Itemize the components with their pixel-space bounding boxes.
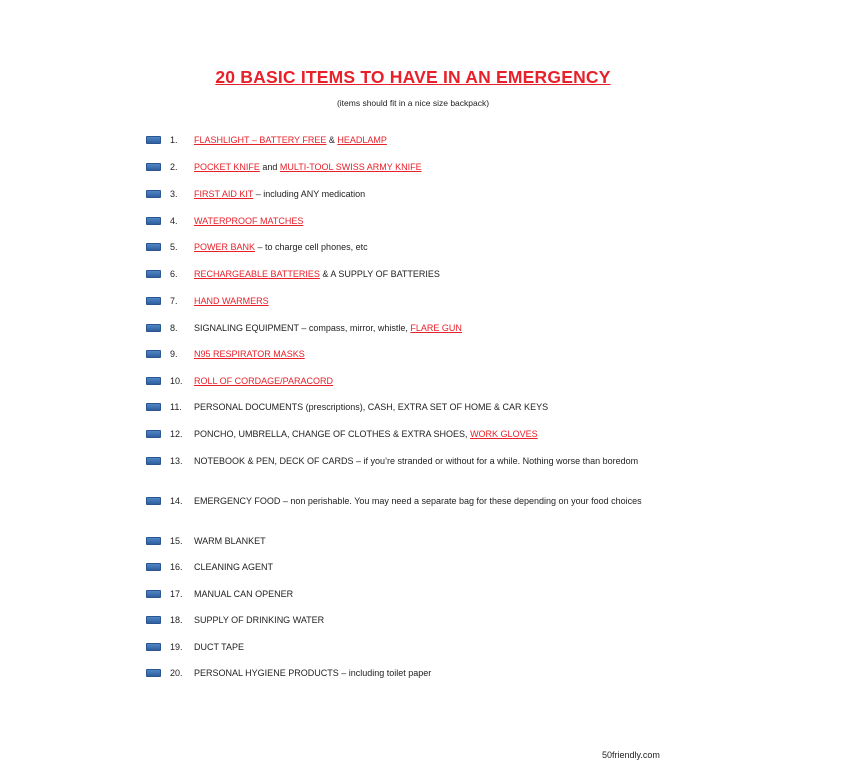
item-text (194, 322, 706, 334)
item-description: – to charge cell phones, etc (255, 242, 368, 252)
bullet-icon (146, 297, 161, 305)
item-number: 4. (170, 216, 178, 226)
list-item (146, 161, 706, 173)
product-link[interactable]: RECHARGEABLE BATTERIES (194, 269, 320, 279)
item-description: NOTEBOOK & PEN, DECK OF CARDS – if you’re stranded or without for a while. Nothing worse than boredom (194, 456, 639, 466)
list-item (146, 641, 706, 653)
item-description: CLEANING AGENT (194, 562, 274, 572)
list-item (146, 428, 706, 440)
bullet-icon (146, 563, 161, 571)
bullet-icon (146, 190, 161, 198)
item-number: 9. (170, 349, 178, 359)
item-description: DUCT TAPE (194, 642, 245, 652)
item-text (194, 161, 706, 173)
item-text (194, 495, 706, 507)
product-link[interactable]: POCKET KNIFE (194, 162, 260, 172)
item-text (194, 134, 706, 146)
bullet-icon (146, 669, 161, 677)
bullet-icon (146, 217, 161, 225)
bullet-icon (146, 590, 161, 598)
list-item (146, 535, 706, 547)
item-text (194, 375, 706, 387)
bullet-icon (146, 430, 161, 438)
item-number: 2. (170, 162, 178, 172)
item-description: & (326, 135, 338, 145)
list-item (146, 322, 706, 334)
footer-site-name: 50friendly.com (602, 750, 660, 760)
list-item (146, 295, 706, 307)
item-number: 6. (170, 269, 178, 279)
item-number: 18. (170, 615, 183, 625)
item-description: WARM BLANKET (194, 536, 266, 546)
bullet-icon (146, 270, 161, 278)
item-number: 1. (170, 135, 178, 145)
product-link[interactable]: MULTI-TOOL SWISS ARMY KNIFE (279, 162, 422, 172)
item-number: 20. (170, 668, 183, 678)
list-item (146, 188, 706, 200)
bullet-icon (146, 403, 161, 411)
item-text (194, 215, 706, 227)
item-text (194, 561, 706, 573)
item-description: EMERGENCY FOOD – non perishable. You may need a separate bag for these depending on your food choices (194, 496, 642, 506)
product-link[interactable]: POWER BANK (194, 242, 256, 252)
list-item (146, 614, 706, 626)
bullet-icon (146, 643, 161, 651)
item-text (194, 241, 706, 253)
bullet-icon (146, 163, 161, 171)
bullet-icon (146, 497, 161, 505)
bullet-icon (146, 324, 161, 332)
item-description: – including ANY medication (253, 189, 366, 199)
item-text (194, 348, 706, 360)
item-text (194, 588, 706, 600)
list-item (146, 134, 706, 146)
list-item (146, 561, 706, 573)
item-description: and (259, 162, 280, 172)
bullet-icon (146, 616, 161, 624)
item-text (194, 268, 706, 280)
item-text (194, 667, 706, 679)
item-text (194, 614, 706, 626)
item-text (194, 188, 706, 200)
item-number: 19. (170, 642, 183, 652)
item-number: 15. (170, 536, 183, 546)
list-item (146, 455, 706, 467)
product-link[interactable]: HAND WARMERS (194, 296, 269, 306)
list-item (146, 375, 706, 387)
item-description: & A SUPPLY OF BATTERIES (319, 269, 440, 279)
item-number: 11. (170, 402, 182, 412)
bullet-icon (146, 243, 161, 251)
item-text (194, 295, 706, 307)
list-item (146, 401, 706, 413)
product-link[interactable]: FIRST AID KIT (194, 189, 254, 199)
item-number: 3. (170, 189, 178, 199)
list-item (146, 215, 706, 227)
product-link[interactable]: ROLL OF CORDAGE/PARACORD (194, 376, 334, 386)
list-item (146, 268, 706, 280)
item-text (194, 428, 706, 440)
bullet-icon (146, 537, 161, 545)
item-number: 7. (170, 296, 178, 306)
bullet-icon (146, 457, 161, 465)
list-item (146, 348, 706, 360)
item-number: 13. (170, 456, 183, 466)
item-number: 10. (170, 376, 183, 386)
product-link[interactable]: FLARE GUN (410, 323, 462, 333)
list-item (146, 588, 706, 600)
item-description: SIGNALING EQUIPMENT – compass, mirror, whistle, (194, 323, 411, 333)
item-number: 16. (170, 562, 183, 572)
item-number: 12. (170, 429, 183, 439)
bullet-icon (146, 136, 161, 144)
item-description: PONCHO, UMBRELLA, CHANGE OF CLOTHES & EXTRA SHOES, (194, 429, 471, 439)
product-link[interactable]: N95 RESPIRATOR MASKS (194, 349, 305, 359)
bullet-icon (146, 377, 161, 385)
item-text (194, 535, 706, 547)
item-description: MANUAL CAN OPENER (194, 589, 294, 599)
item-number: 14. (170, 496, 183, 506)
item-text (194, 455, 706, 467)
document-title: 20 BASIC ITEMS TO HAVE IN AN EMERGENCY (215, 67, 611, 87)
item-description: PERSONAL DOCUMENTS (prescriptions), CASH, EXTRA SET OF HOME & CAR KEYS (194, 402, 549, 412)
item-number: 5. (170, 242, 178, 252)
item-number: 17. (170, 589, 183, 599)
list-item (146, 667, 706, 679)
product-link[interactable]: FLASHLIGHT – BATTERY FREE (194, 135, 327, 145)
item-text (194, 401, 706, 413)
item-description: SUPPLY OF DRINKING WATER (194, 615, 325, 625)
product-link[interactable]: WATERPROOF MATCHES (194, 216, 304, 226)
item-text (194, 641, 706, 653)
document-subtitle: (items should fit in a nice size backpack) (336, 98, 490, 108)
product-link[interactable]: WORK GLOVES (470, 429, 538, 439)
bullet-icon (146, 350, 161, 358)
product-link[interactable]: HEADLAMP (337, 135, 387, 145)
item-description: PERSONAL HYGIENE PRODUCTS – including toilet paper (194, 668, 432, 678)
list-item (146, 495, 706, 507)
list-item (146, 241, 706, 253)
item-number: 8. (170, 323, 178, 333)
